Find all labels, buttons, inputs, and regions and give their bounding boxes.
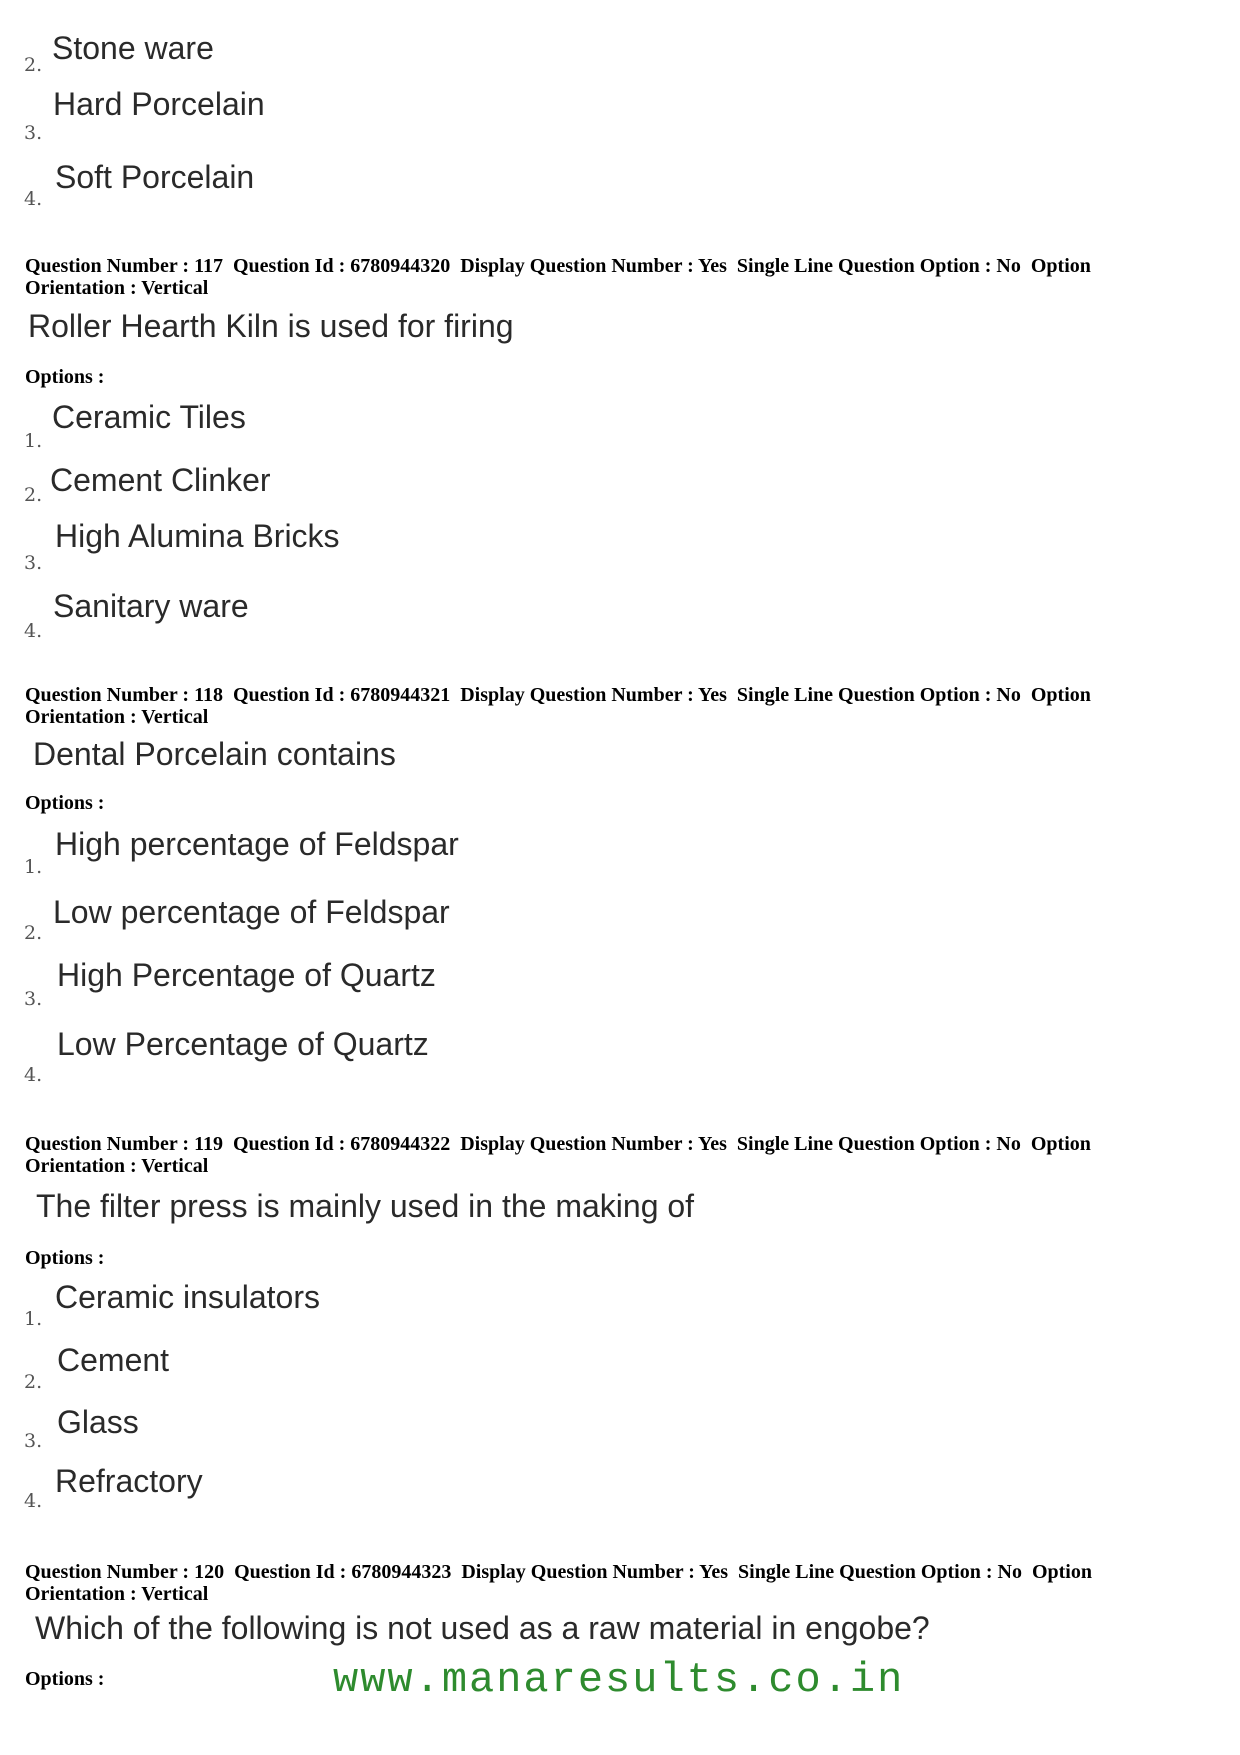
option-text: Low Percentage of Quartz: [57, 1026, 429, 1062]
question-meta-line1: Question Number : 120 Question Id : 6780944323 Display Question Number : Yes Single Line Question Option : No Option: [25, 1561, 1092, 1583]
watermark-url: www.manaresults.co.in: [333, 1656, 905, 1704]
option-number: 3.: [24, 122, 43, 144]
question-meta: [25, 1561, 1092, 1605]
question-meta-line2: Orientation : Vertical: [25, 277, 209, 299]
option-text: High Percentage of Quartz: [57, 957, 436, 993]
option-text: Ceramic insulators: [55, 1279, 320, 1315]
option-number: 4.: [24, 620, 43, 642]
option-text: Glass: [57, 1404, 139, 1440]
options-label: Options :: [25, 792, 105, 814]
option-number: 3.: [24, 552, 43, 574]
option-text: Cement Clinker: [50, 462, 271, 498]
option-number: 2.: [24, 1371, 43, 1393]
option-number: 1.: [24, 1308, 43, 1330]
options-label: Options :: [25, 366, 105, 388]
option-text: Stone ware: [52, 30, 214, 66]
option-number: 4.: [24, 1064, 43, 1086]
option-text: High Alumina Bricks: [55, 518, 340, 554]
question-meta: [25, 1133, 1091, 1177]
question-meta-line1: Question Number : 119 Question Id : 6780944322 Display Question Number : Yes Single Line Question Option : No Option: [25, 1133, 1091, 1155]
question-text: The filter press is mainly used in the making of: [36, 1188, 695, 1224]
option-number: 3.: [24, 1430, 43, 1452]
option-text: Sanitary ware: [53, 588, 249, 624]
option-number: 3.: [24, 988, 43, 1010]
question-text: Roller Hearth Kiln is used for firing: [28, 308, 514, 344]
question-meta: [25, 255, 1091, 299]
question-text: Which of the following is not used as a raw material in engobe?: [35, 1610, 930, 1646]
option-text: Refractory: [55, 1463, 203, 1499]
option-number: 1.: [24, 430, 43, 452]
question-meta-line2: Orientation : Vertical: [25, 706, 209, 728]
option-text: Hard Porcelain: [53, 86, 265, 122]
option-number: 2.: [24, 484, 43, 506]
option-number: 1.: [24, 856, 43, 878]
option-number: 2.: [24, 922, 43, 944]
question-meta: [25, 684, 1091, 728]
option-text: Cement: [57, 1342, 170, 1378]
option-text: High percentage of Feldspar: [55, 826, 459, 862]
option-text: Low percentage of Feldspar: [53, 894, 450, 930]
options-label: Options :: [25, 1668, 105, 1690]
option-number: 4.: [24, 1490, 43, 1512]
options-label: Options :: [25, 1247, 105, 1269]
option-number: 2.: [24, 54, 43, 76]
question-meta-line1: Question Number : 118 Question Id : 6780944321 Display Question Number : Yes Single Line Question Option : No Option: [25, 684, 1091, 706]
question-meta-line2: Orientation : Vertical: [25, 1583, 209, 1605]
option-text: Ceramic Tiles: [52, 399, 246, 435]
option-number: 4.: [24, 188, 43, 210]
question-text: Dental Porcelain contains: [33, 736, 396, 772]
option-text: Soft Porcelain: [55, 159, 255, 195]
question-meta-line1: Question Number : 117 Question Id : 6780944320 Display Question Number : Yes Single Line Question Option : No Option: [25, 255, 1091, 277]
question-meta-line2: Orientation : Vertical: [25, 1155, 209, 1177]
